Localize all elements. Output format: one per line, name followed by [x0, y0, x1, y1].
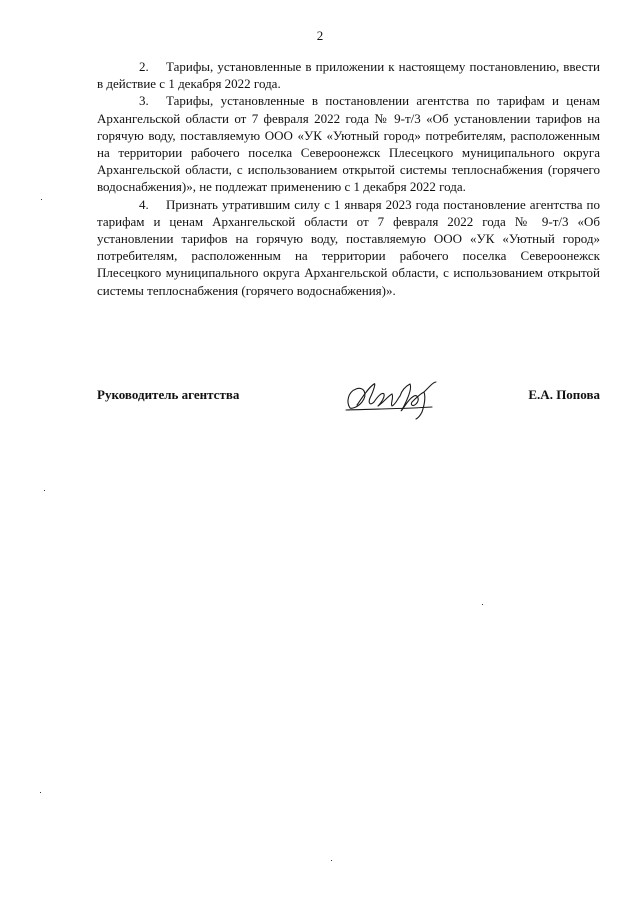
handwritten-signature	[340, 376, 452, 422]
paragraph-3	[97, 92, 600, 195]
paragraph-number: 3.	[139, 93, 149, 109]
scan-speck	[482, 604, 483, 605]
page-number: 2	[316, 28, 324, 43]
scan-speck	[331, 860, 332, 861]
paragraph-text: Тарифы, установленные в постановлении агентства по тарифам и ценам Архангельской области от 7 февраля 2022 года № 9-т/3 «Об установлении тарифов на горячую воду, поставляемую ООО «УК «Уютный город» потребителям, расположенным на территории рабочего поселка Североонежск Плесецкого муниципального округа Архангельской области, с использованием открытой системы теплоснабжения (горячего водоснабжения)», не подлежат применению с 1 декабря 2022 года.	[97, 93, 600, 195]
paragraph-number: 2.	[139, 59, 149, 74]
scan-speck	[44, 490, 45, 491]
paragraph-text: Тарифы, установленные в приложении к настоящему постановлению, ввести в действие с 1 декабря 2022 года.	[97, 59, 600, 92]
scan-speck	[41, 199, 42, 200]
paragraph-4	[97, 196, 600, 299]
signature-block	[97, 376, 600, 424]
paragraph-number: 4.	[139, 196, 149, 212]
scan-speck	[40, 792, 41, 793]
signatory-name: Е.А. Попова	[528, 387, 600, 402]
paragraph-text: Признать утратившим силу с 1 января 2023 года постановление агентства по тарифам и ценам Архангельской области от 7 февраля 2022 года № 9-т/3 «Об установлении тарифов на горячую воду, поставляемую ООО «УК «Уютный город» потребителям, расположенным на территории рабочего поселка Североонежск Плесецкого муниципального округа Архангельской области, с использованием открытой системы теплоснабжения (горячего водоснабжения)».	[97, 196, 600, 298]
document-body	[97, 58, 600, 299]
paragraph-2	[97, 58, 600, 92]
signatory-title: Руководитель агентства	[97, 387, 240, 402]
